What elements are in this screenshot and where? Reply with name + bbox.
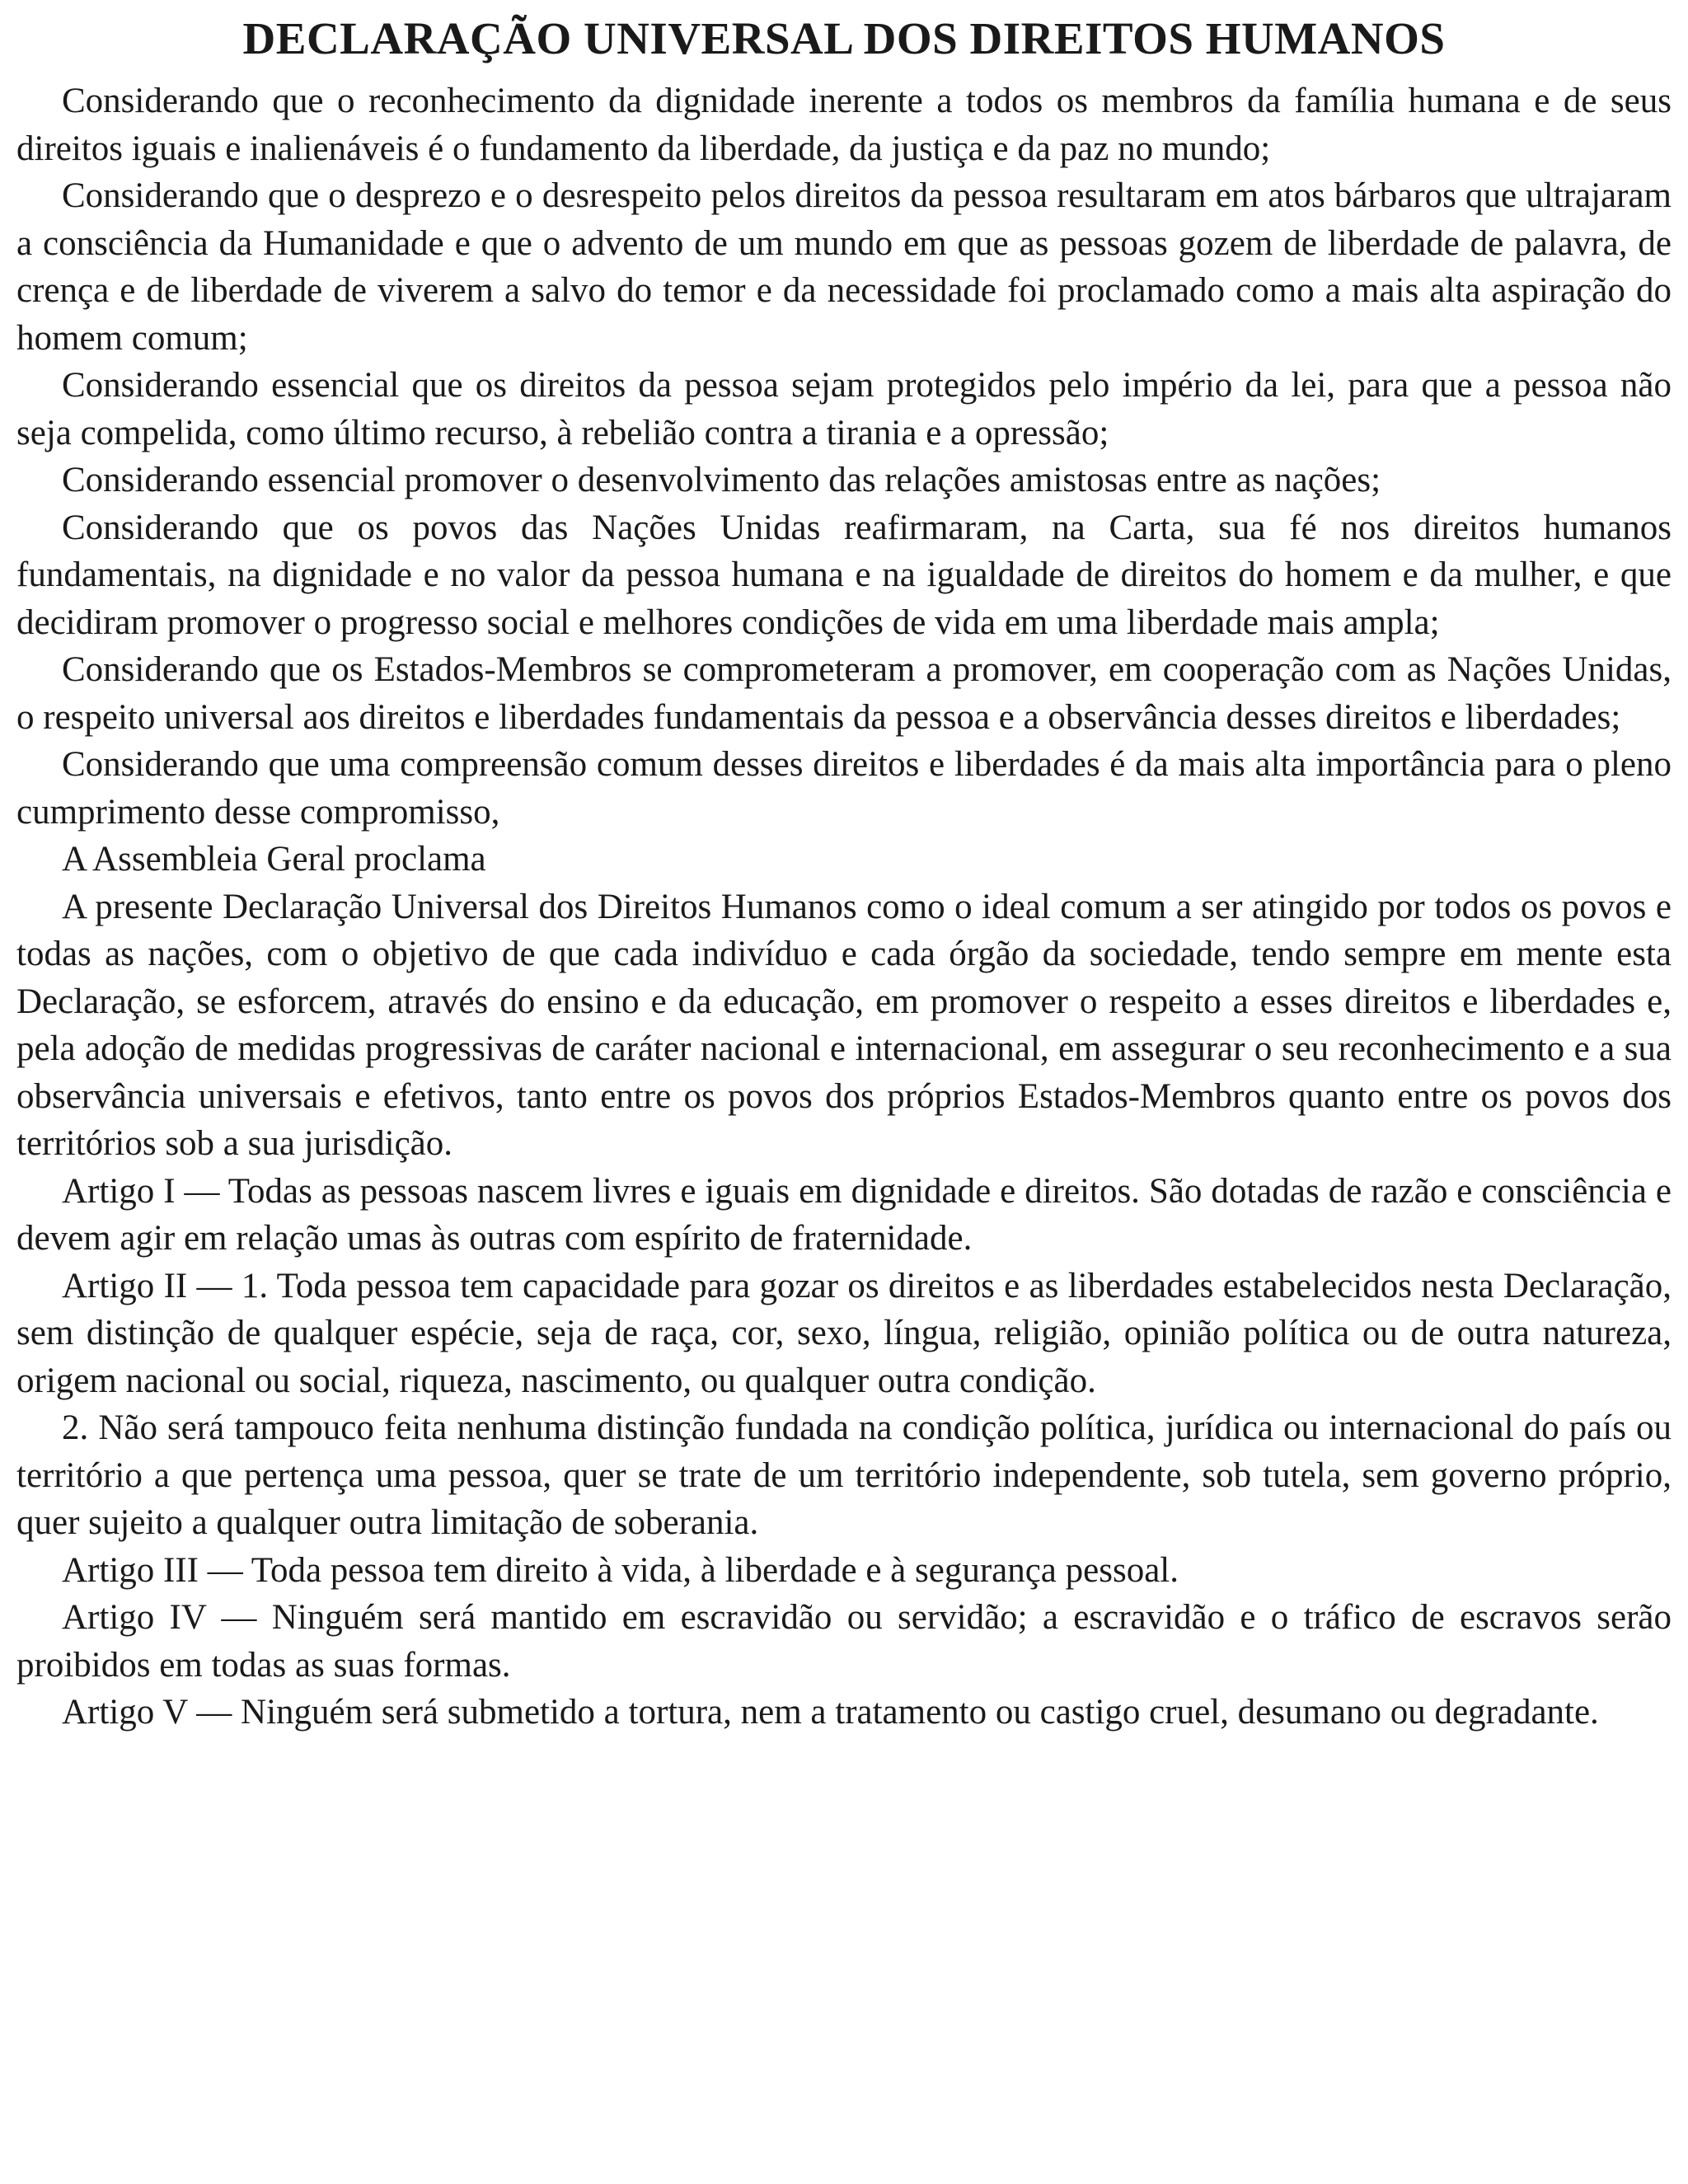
paragraph-artigo-4: Artigo IV — Ninguém será mantido em escravidão ou servidão; a escravidão e o tráfico de escravos serão proibidos em todas as suas formas. — [16, 1598, 1672, 1685]
paragraph-considerando-7: Considerando que uma compreensão comum desses direitos e liberdades é da mais alta importância para o pleno cumprimento desse compromisso, — [16, 745, 1672, 832]
paragraph-artigo-3: Artigo III — Toda pessoa tem direito à vida, à liberdade e à segurança pessoal. — [62, 1550, 1179, 1590]
paragraph-artigo-1: Artigo I — Todas as pessoas nascem livres e iguais em dignidade e direitos. São dotadas de razão e consciência e devem agir em relação umas às outras com espírito de fraternidade. — [16, 1171, 1672, 1258]
paragraph-proclamation: A Assembleia Geral proclama — [62, 840, 486, 879]
paragraph-considerando-6: Considerando que os Estados-Membros se comprometeram a promover, em cooperação com as Nações Unidas, o respeito universal aos direitos e liberdades fundamentais da pessoa e a observância desses direitos e liberdades; — [16, 650, 1672, 737]
paragraph-considerando-1: Considerando que o reconhecimento da dignidade inerente a todos os membros da família humana e de seus direitos iguais e inalienáveis é o fundamento da liberdade, da justiça e da paz no mundo; — [16, 82, 1672, 168]
paragraph-artigo-5: Artigo V — Ninguém será submetido a tortura, nem a tratamento ou castigo cruel, desumano ou degradante. — [62, 1693, 1599, 1732]
paragraph-artigo-2-item-2: 2. Não será tampouco feita nenhuma distinção fundada na condição política, jurídica ou internacional do país ou território a que pertença uma pessoa, quer se trate de um território independente, sob tutela, sem governo próprio, quer sujeito a qualquer outra limitação de soberania. — [16, 1408, 1672, 1542]
document-body — [16, 77, 1672, 1736]
paragraph-considerando-2: Considerando que o desprezo e o desrespeito pelos direitos da pessoa resultaram em atos bárbaros que ultrajaram a consciência da Humanidade e que o advento de um mundo em que as pessoas gozem de liberdade de palavra, de crença e de liberdade de viverem a salvo do temor e da necessidade foi proclamado como a mais alta aspiração do homem comum; — [16, 176, 1672, 358]
paragraph-considerando-4: Considerando essencial promover o desenvolvimento das relações amistosas entre as nações; — [62, 461, 1381, 499]
paragraph-considerando-5: Considerando que os povos das Nações Unidas reafirmaram, na Carta, sua fé nos direitos humanos fundamentais, na dignidade e no valor da pessoa humana e na igualdade de direitos do homem e da mulher, e que decidiram promover o progresso social e melhores condições de vida em uma liberdade mais ampla; — [16, 508, 1672, 642]
document-title: DECLARAÇÃO UNIVERSAL DOS DIREITOS HUMANOS — [242, 13, 1446, 63]
paragraph-artigo-2-item-1: Artigo II — 1. Toda pessoa tem capacidade para gozar os direitos e as liberdades estabelecidos nesta Declaração, sem distinção de qualquer espécie, seja de raça, cor, sexo, língua, religião, opinião política ou de outra natureza, origem nacional ou social, riqueza, nascimento, ou qualquer outra condição. — [16, 1266, 1672, 1400]
paragraph-considerando-3: Considerando essencial que os direitos da pessoa sejam protegidos pelo império da lei, para que a pessoa não seja compelida, como último recurso, à rebelião contra a tirania e a opressão; — [16, 366, 1672, 452]
paragraph-declaration: A presente Declaração Universal dos Direitos Humanos como o ideal comum a ser atingido por todos os povos e todas as nações, com o objetivo de que cada indivíduo e cada órgão da sociedade, tendo sempre em mente esta Declaração, se esforcem, através do ensino e da educação, em promover o respeito a esses direitos e liberdades e, pela adoção de medidas progressivas de caráter nacional e internacional, em assegurar o seu reconhecimento e a sua observância universais e efetivos, tanto entre os povos dos próprios Estados-Membros quanto entre os povos dos territórios sob a sua jurisdição. — [16, 887, 1672, 1163]
